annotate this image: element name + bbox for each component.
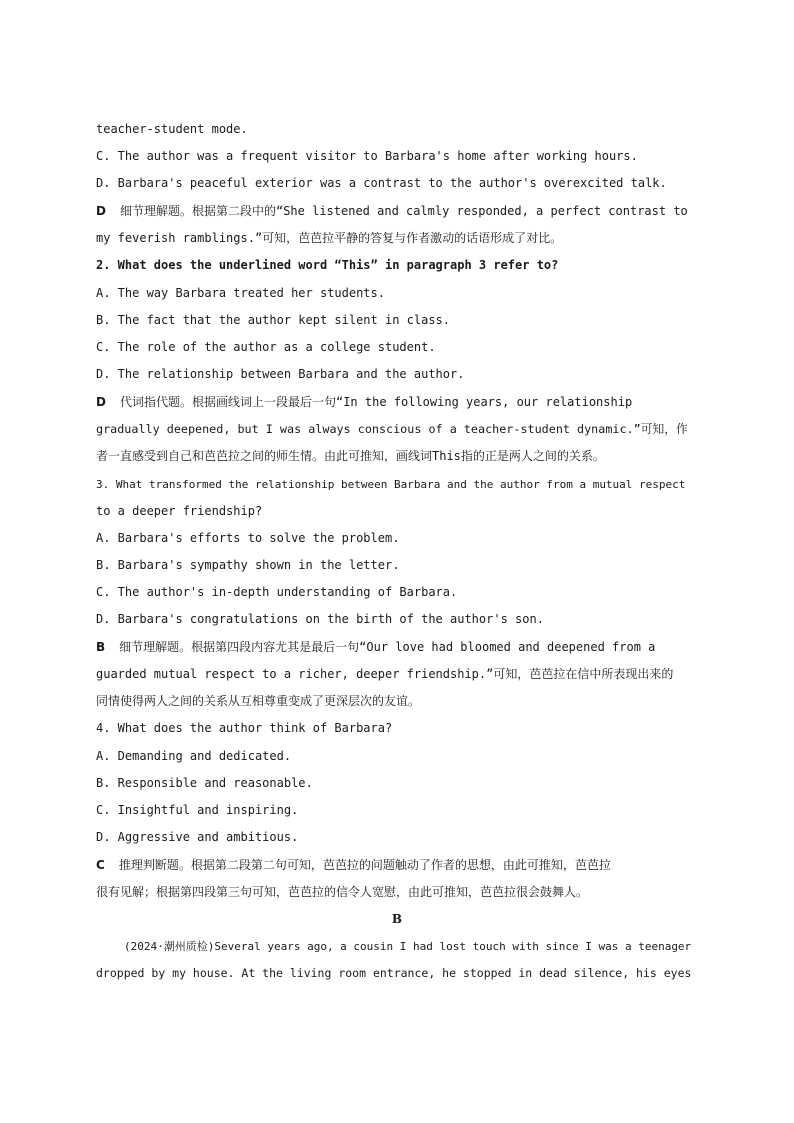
section-heading: B: [391, 912, 403, 926]
option-c: C. The author was a frequent visitor to Barbara's home after working hours.: [96, 149, 638, 163]
option-a: A. Barbara's efforts to solve the problem.: [96, 531, 400, 545]
answer-letter: B: [96, 640, 106, 654]
option-d: D. Barbara's congratulations on the birth of the author's son.: [96, 612, 544, 626]
answer-letter: D: [96, 395, 106, 409]
text-line: 者一直感受到自己和芭芭拉之间的师生情。由此可推知，画线词This指的正是两人之间的关系。: [96, 449, 605, 463]
option-c: C. The role of the author as a college student.: [96, 340, 436, 354]
question-3: 3. What transformed the relationship between Barbara and the author from a mutual respect: [96, 478, 686, 491]
option-b: B. The fact that the author kept silent in class.: [96, 313, 451, 327]
answer-line: [96, 389, 632, 416]
question-4: 4. What does the author think of Barbara?: [96, 721, 393, 735]
text-line: guarded mutual respect to a richer, deeper friendship.”可知，芭芭拉在信中所表现出来的: [96, 667, 674, 681]
answer-letter: C: [96, 858, 105, 872]
answer-line: [96, 852, 611, 879]
text-line: gradually deepened, but I was always conscious of a teacher-student dynamic.”可知，作: [96, 422, 688, 436]
option-c: C. The author's in-depth understanding of Barbara.: [96, 585, 458, 599]
answer-text: 细节理解题。根据第二段中的“She listened and calmly responded, a perfect contrast to: [119, 204, 688, 218]
option-b: B. Responsible and reasonable.: [96, 776, 313, 790]
option-a: A. Demanding and dedicated.: [96, 749, 292, 763]
answer-text: 细节理解题。根据第四段内容尤其是最后一句“Our love had bloomed and deepened from a: [119, 640, 656, 654]
text-line: my feverish ramblings.”可知，芭芭拉平静的答复与作者激动的话语形成了对比。: [96, 231, 563, 245]
text-line: to a deeper friendship?: [96, 504, 263, 518]
passage-line: (2024·潮州质检)Several years ago, a cousin I had lost touch with since I was a teenager: [124, 940, 692, 953]
answer-text: 推理判断题。根据第二段第二句可知，芭芭拉的问题触动了作者的思想，由此可推知，芭芭拉: [118, 858, 611, 872]
option-d: D. Barbara's peaceful exterior was a contrast to the author's overexcited talk.: [96, 176, 667, 190]
question-2: 2. What does the underlined word “This” in paragraph 3 refer to?: [96, 258, 559, 272]
answer-letter: D: [96, 204, 106, 218]
option-c: C. Insightful and inspiring.: [96, 803, 299, 817]
text-line: 同情使得两人之间的关系从互相尊重变成了更深层次的友谊。: [96, 694, 421, 708]
answer-line: [96, 198, 688, 225]
option-d: D. The relationship between Barbara and the author.: [96, 367, 465, 381]
option-b: B. Barbara's sympathy shown in the letter.: [96, 558, 400, 572]
answer-text: 代词指代题。根据画线词上一段最后一句“In the following years, our relationship: [119, 395, 633, 409]
option-a: A. The way Barbara treated her students.: [96, 286, 385, 300]
answer-line: [96, 634, 655, 661]
passage-line: dropped by my house. At the living room entrance, he stopped in dead silence, his eyes: [96, 966, 692, 980]
option-d: D. Aggressive and ambitious.: [96, 830, 299, 844]
text-line: 很有见解；根据第四段第三句可知，芭芭拉的信令人宽慰，由此可推知，芭芭拉很会鼓舞人。: [96, 885, 589, 899]
text-line: teacher-student mode.: [96, 122, 248, 136]
